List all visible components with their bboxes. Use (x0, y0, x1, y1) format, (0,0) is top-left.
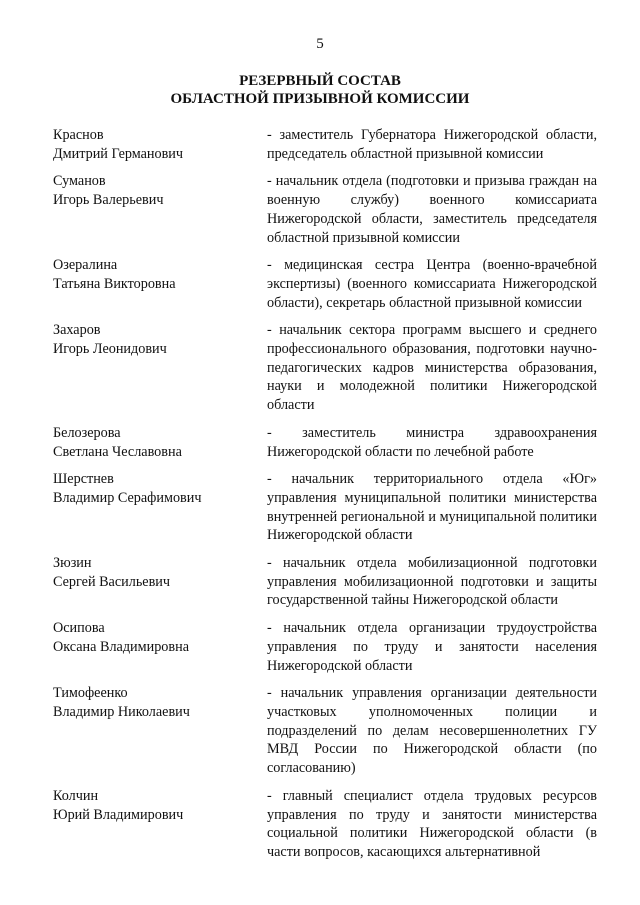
member-row (53, 424, 597, 461)
member-given-names: Дмитрий Германович (53, 145, 184, 162)
member-given-names: Игорь Валерьевич (53, 192, 164, 209)
member-name (53, 684, 267, 778)
member-role: - главный специалист отдела трудовых ресурсов управления по труду и занятости министерства социальной политики Нижегородской области (в части вопросов, касающихся альтернативной (267, 787, 597, 860)
commission-members-list (53, 126, 597, 871)
member-name (53, 256, 267, 312)
member-surname: Белозерова (53, 424, 121, 441)
document-title-line-2: ОБЛАСТНОЙ ПРИЗЫВНОЙ КОМИССИИ (170, 91, 470, 107)
member-row (53, 554, 597, 610)
member-role: - заместитель министра здравоохранения Нижегородской области по лечебной работе (267, 424, 597, 460)
member-name (53, 321, 267, 415)
page-number: 5 (316, 36, 324, 52)
member-role: - заместитель Губернатора Нижегородской области, председатель областной призывной комиссии (267, 127, 597, 162)
member-row (53, 321, 597, 415)
member-role: - начальник отдела организации трудоустройства управления по труду и занятости населения Нижегородской области (267, 620, 597, 674)
document-title-line-1: РЕЗЕРВНЫЙ СОСТАВ (239, 73, 401, 89)
member-name (53, 424, 267, 461)
member-role: - медицинская сестра Центра (военно-врачебной экспертизы) (военного комиссариата Нижегородской области), секретарь областной призывной комиссии (267, 257, 597, 311)
member-name (53, 619, 267, 675)
member-surname: Зюзин (53, 555, 92, 572)
member-role: - начальник отдела (подготовки и призыва граждан на военную службу) военного комиссариата Нижегородской области, заместитель председателя областной призывной комиссии (267, 173, 597, 246)
member-surname: Тимофеенко (53, 685, 128, 702)
member-row (53, 619, 597, 675)
member-role: - начальник управления организации деятельности участковых уполномоченных полиции и подразделений по делам несовершеннолетних ГУ МВД России по Нижегородской области (по согласованию) (267, 685, 597, 777)
member-given-names: Светлана Чеславовна (53, 443, 182, 460)
member-surname: Суманов (53, 173, 106, 190)
member-row (53, 787, 597, 862)
member-surname: Захаров (53, 322, 101, 339)
member-row (53, 470, 597, 545)
member-role: - начальник сектора программ высшего и среднего профессионального образования, подготовки научно-педагогических кадров министерства образования, науки и молодежной политики Нижегородской области (267, 322, 597, 414)
member-given-names: Юрий Владимирович (53, 806, 184, 823)
member-row (53, 126, 597, 163)
member-given-names: Игорь Леонидович (53, 341, 167, 358)
member-surname: Краснов (53, 127, 104, 143)
member-given-names: Сергей Васильевич (53, 573, 171, 590)
member-given-names: Владимир Серафимович (53, 489, 202, 506)
member-name (53, 172, 267, 247)
member-surname: Шерстнев (53, 471, 114, 488)
member-name (53, 554, 267, 610)
member-name (53, 787, 267, 862)
member-surname: Осипова (53, 620, 105, 637)
member-row (53, 684, 597, 778)
member-name (53, 470, 267, 545)
member-surname: Озералина (53, 257, 118, 274)
member-given-names: Татьяна Викторовна (53, 275, 176, 292)
member-surname: Колчин (53, 787, 99, 804)
member-row (53, 172, 597, 247)
member-row (53, 256, 597, 312)
document-title (0, 72, 640, 108)
member-given-names: Оксана Владимировна (53, 638, 189, 655)
member-given-names: Владимир Николаевич (53, 703, 190, 720)
member-role: - начальник отдела мобилизационной подготовки управления мобилизационной подготовки и защиты государственной тайны Нижегородской области (267, 555, 597, 609)
member-name (53, 126, 267, 163)
member-role: - начальник территориального отдела «Юг» управления муниципальной политики министерства внутренней региональной и муниципальной политики Нижегородской области (267, 471, 597, 544)
